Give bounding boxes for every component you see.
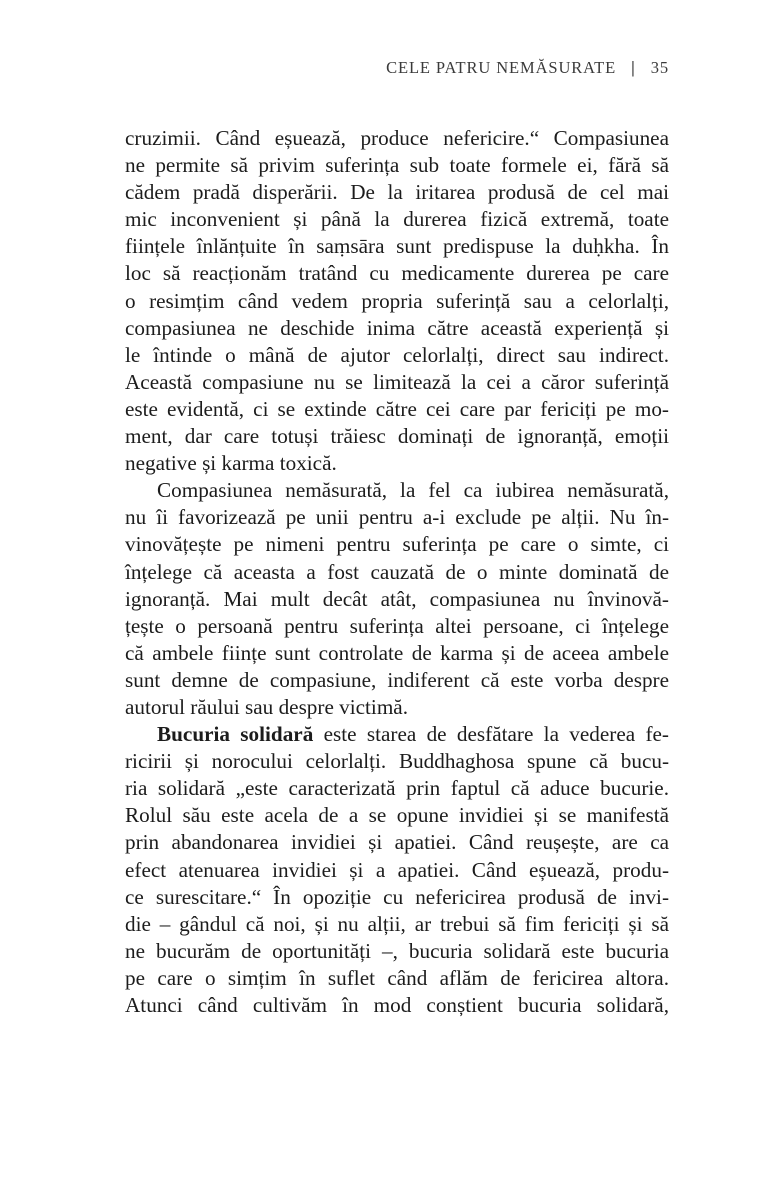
text-line: prin abandonarea invidiei și apatiei. Când reușește, are ca [125, 830, 669, 855]
text-line: nu îi favorizează pe unii pentru a-i exclude pe alții. Nu în- [125, 505, 669, 530]
running-head [386, 58, 669, 78]
text-line: mic inconvenient și până la durerea fizică extremă, toate [125, 207, 669, 232]
text-line: ment, dar care totuși trăiesc dominați de ignoranță, emoții [125, 424, 669, 449]
text-line: die – gândul că noi, și nu alții, ar trebui să fim fericiți și să [125, 911, 669, 936]
text-line: ignoranță. Mai mult decât atât, compasiunea nu învinovă- [125, 586, 669, 611]
text-line: ricirii și norocului celorlalți. Buddhaghosa spune că bucu- [125, 749, 669, 774]
text-line: înțelege că aceasta a fost cauzată de o minte dominată de [125, 559, 669, 584]
text-line: ființele înlănțuite în saṃsāra sunt predispuse la duḥkha. În [125, 234, 669, 259]
text-line: cruzimii. Când eșuează, produce nefericire.“ Compasiunea [125, 126, 669, 150]
paragraph-1 [125, 125, 669, 477]
text-line: cădem pradă disperării. De la iritarea produsă de cel mai [125, 180, 669, 205]
text-line: le întinde o mână de ajutor celorlalți, direct sau indirect. [125, 342, 669, 367]
page-number: 35 [650, 58, 669, 77]
text-line: Atunci când cultivăm în mod conștient bucuria solidară, [125, 993, 669, 1017]
text-line: ria solidară „este caracterizată prin faptul că aduce bucurie. [125, 776, 669, 801]
text-line: ne bucurăm de oportunități –, bucuria solidară este bucuria [125, 938, 669, 963]
paragraph-2 [125, 477, 669, 721]
text-line: sunt demne de compasiune, indiferent că este vorba despre [125, 667, 669, 692]
text-line: ne permite să privim suferința sub toate formele ei, fără să [125, 153, 669, 178]
text-line-with-lead [125, 721, 669, 748]
text-line: loc să reacționăm tratând cu medicamente durerea pe care [125, 261, 669, 286]
paragraph-3 [125, 721, 669, 1019]
text-line: Această compasiune nu se limitează la cei a căror suferință [125, 369, 669, 394]
text-line: ce surescitare.“ În opoziție cu nefericirea produsă de invi- [125, 884, 669, 909]
text-line: efect atenuarea invidiei și a apatiei. Când eșuează, produ- [125, 857, 669, 882]
header-separator: | [631, 58, 636, 77]
text-line: Rolul său este acela de a se opune invidiei și se manifestă [125, 803, 669, 828]
text-fragment: este starea de desfătare la vederea fe- [313, 722, 669, 747]
text-line: este evidentă, ci se extinde către cei care par fericiți pe mo- [125, 396, 669, 421]
text-line: că ambele ființe sunt controlate de karma și de aceea ambele [125, 640, 669, 665]
text-line: compasiunea ne deschide inima către această experiență și [125, 315, 669, 340]
bold-term: Bucuria solidară [157, 722, 314, 747]
text-line: vinovățește pe nimeni pentru suferința pe care o simte, ci [125, 532, 669, 557]
body-text [125, 125, 669, 1019]
text-line: țește o persoană pentru suferința altei persoane, ci înțelege [125, 613, 669, 638]
text-line: o resimțim când vedem propria suferință sau a celorlalți, [125, 288, 669, 313]
chapter-title: CELE PATRU NEMĂSURATE [386, 58, 617, 77]
text-line: Compasiunea nemăsurată, la fel ca iubirea nemăsurată, [157, 478, 669, 503]
text-line: pe care o simțim în suflet când aflăm de fericirea altora. [125, 965, 669, 990]
text-line: negative și karma toxică. [125, 451, 337, 476]
text-line: autorul răului sau despre victimă. [125, 694, 409, 719]
